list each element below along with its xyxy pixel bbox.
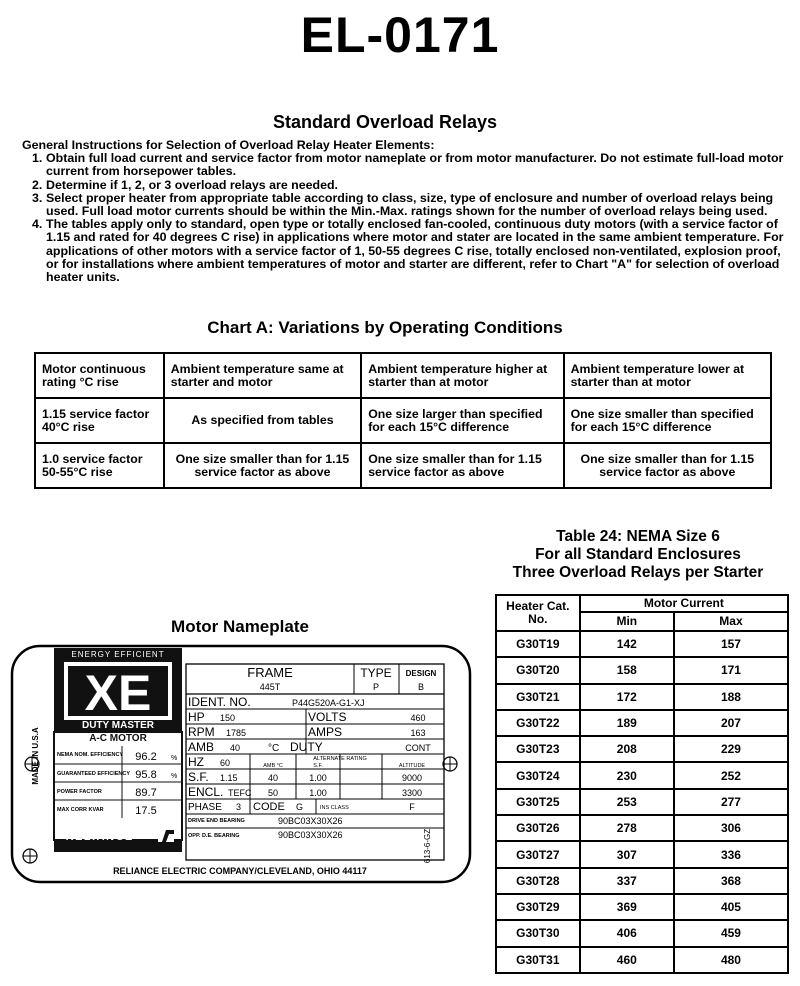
stat-mark: % <box>171 773 178 780</box>
table-cell: Ambient temperature same at starter and motor <box>164 353 361 398</box>
max-current: 277 <box>674 789 788 815</box>
table-row <box>35 443 771 488</box>
code-value: G <box>296 802 304 812</box>
instruction-item <box>32 179 792 192</box>
min-current: 369 <box>580 894 674 920</box>
phase-value: 3 <box>236 802 242 812</box>
hz-value: 60 <box>220 758 231 768</box>
min-current: 230 <box>580 762 674 788</box>
stat-value: 89.7 <box>135 787 157 799</box>
max-current: 229 <box>674 736 788 762</box>
table-row <box>496 684 788 710</box>
rpm-value: 1785 <box>226 728 247 738</box>
ins-class-label: INS CLASS <box>320 805 349 811</box>
max-current: 157 <box>674 631 788 657</box>
instruction-item <box>32 192 792 218</box>
max-current: 368 <box>674 868 788 894</box>
chart-a-table <box>34 352 772 489</box>
table24-title-line: Table 24: NEMA Size 6 <box>556 528 720 545</box>
side-code: 613-6-GZ <box>423 828 432 864</box>
min-current: 307 <box>580 841 674 867</box>
opp-de-bearing-label: OPP. D.E. BEARING <box>188 833 240 839</box>
max-current: 405 <box>674 894 788 920</box>
instructions-intro: General Instructions for Selection of Overload Relay Heater Elements: <box>22 138 435 152</box>
table-row <box>496 868 788 894</box>
instruction-item <box>32 152 792 178</box>
instruction-text: Select proper heater from appropriate table according to class, size, type of enclosure and number of overload relays being used. Full load motor currents should be within the Min.-Max. ratings shown for the number of overload relays being used. <box>46 190 774 219</box>
table-row <box>496 657 788 683</box>
ident-value: P44G520A-G1-XJ <box>292 698 365 708</box>
table-cell: Ambient temperature higher at starter than at motor <box>361 353 563 398</box>
type-value: P <box>372 682 380 692</box>
heater-cat-no: G30T26 <box>496 815 580 841</box>
table-row <box>35 353 771 398</box>
min-current: 189 <box>580 710 674 736</box>
xe-logo: XE <box>84 665 152 721</box>
table-row <box>496 920 788 946</box>
code-label: CODE <box>253 801 285 813</box>
design-value: B <box>417 682 425 692</box>
alt-altitude-2: 3300 <box>401 788 423 798</box>
min-current: 253 <box>580 789 674 815</box>
mounting-hole-icon <box>443 757 457 771</box>
table-row <box>496 789 788 815</box>
stat-mark: % <box>171 755 178 762</box>
alt-sf-2: 1.00 <box>309 788 327 798</box>
min-current: 278 <box>580 815 674 841</box>
table24-title <box>488 528 788 582</box>
amb-c-label: AMB °C <box>263 763 283 769</box>
mounting-hole-icon <box>23 849 37 863</box>
heater-cat-no: G30T30 <box>496 920 580 946</box>
type-label: TYPE <box>360 666 392 680</box>
instruction-number: 4. <box>32 217 43 232</box>
nameplate-title: Motor Nameplate <box>171 617 309 636</box>
instruction-number: 2. <box>32 177 43 192</box>
table-row <box>496 894 788 920</box>
ident-label: IDENT. NO. <box>188 695 251 709</box>
max-current: 459 <box>674 920 788 946</box>
chart-a-title: Chart A: Variations by Operating Conditions <box>207 318 563 337</box>
duty-master-label: DUTY MASTER <box>81 720 155 731</box>
instruction-text: Determine if 1, 2, or 3 overload relays are needed. <box>46 177 338 192</box>
rpm-label: RPM <box>188 725 215 739</box>
duty-label: DUTY <box>290 740 323 754</box>
phase-label: PHASE <box>188 802 222 813</box>
table-cell: Motor continuous rating °C rise <box>35 353 164 398</box>
encl-label: ENCL. <box>188 785 224 799</box>
alt-amb-2: 50 <box>267 788 279 798</box>
amb-unit: °C <box>268 743 280 754</box>
amb-label: AMB <box>188 740 215 754</box>
min-current: 406 <box>580 920 674 946</box>
section-title: Standard Overload Relays <box>272 112 498 132</box>
stat-label: POWER FACTOR <box>57 789 102 795</box>
min-current: 337 <box>580 868 674 894</box>
table-cell: Ambient temperature lower at starter than at motor <box>564 353 771 398</box>
table-cell: 1.15 service factor 40°C rise <box>35 398 164 443</box>
instructions <box>22 139 792 284</box>
table-cell: One size smaller than for 1.15 service factor as above <box>564 443 771 488</box>
ins-class-value: F <box>409 802 415 812</box>
stat-label: NEMA NOM. EFFICIENCY <box>57 752 124 758</box>
max-current: 336 <box>674 841 788 867</box>
table-cell: As specified from tables <box>164 398 361 443</box>
table-row <box>496 947 788 973</box>
frame-label: FRAME <box>247 665 293 680</box>
sf-value: 1.15 <box>220 773 238 783</box>
volts-label: VOLTS <box>308 710 347 724</box>
table-row <box>496 841 788 867</box>
alternate-rating-label: ALTERNATE RATING <box>313 756 367 762</box>
alt-altitude-1: 9000 <box>401 773 423 783</box>
document-title: EL-0171 <box>300 7 500 63</box>
heater-cat-no: G30T28 <box>496 868 580 894</box>
instruction-text: Obtain full load current and service factor from motor nameplate or from motor manufacturer. Do not estimate full-load motor current from horsepower tables. <box>46 151 784 179</box>
duty-value: CONT <box>405 743 431 753</box>
volts-value: 460 <box>410 713 426 723</box>
heater-cat-no: G30T22 <box>496 710 580 736</box>
min-current: 158 <box>580 657 674 683</box>
energy-efficient-label: ENERGY EFFICIENT <box>71 650 165 659</box>
drive-end-bearing-value: 90BC03X30X26 <box>278 816 343 826</box>
table24 <box>495 594 789 974</box>
max-column-header: Max <box>674 612 788 631</box>
table-row <box>496 762 788 788</box>
max-current: 207 <box>674 710 788 736</box>
amps-label: AMPS <box>308 725 343 739</box>
made-in-usa-label: MADE IN U.S.A <box>31 727 40 785</box>
ac-motor-label: A-C MOTOR <box>89 733 147 744</box>
min-current: 172 <box>580 684 674 710</box>
design-label: DESIGN <box>405 669 437 678</box>
amps-value: 163 <box>410 728 426 738</box>
frame-value: 445T <box>259 682 281 692</box>
alt-sf-1: 1.00 <box>309 773 327 783</box>
stat-label: MAX CORR KVAR <box>57 807 104 813</box>
altitude-label: ALTITUDE <box>398 763 426 769</box>
instruction-number: 1. <box>32 151 43 166</box>
mounting-hole-icon <box>25 757 39 771</box>
hz-label: HZ <box>188 755 204 769</box>
amb-value: 40 <box>230 743 241 753</box>
company-line: RELIANCE ELECTRIC COMPANY/CLEVELAND, OHIO 44117 <box>113 866 367 876</box>
hp-label: HP <box>188 710 205 724</box>
min-column-header: Min <box>580 612 674 631</box>
reliance-brand: RELIANCE <box>66 831 135 843</box>
min-current: 142 <box>580 631 674 657</box>
table-row <box>496 710 788 736</box>
instruction-item <box>32 218 792 284</box>
table-row <box>496 631 788 657</box>
heater-cat-no: G30T25 <box>496 789 580 815</box>
heater-cat-no: G30T27 <box>496 841 580 867</box>
max-current: 306 <box>674 815 788 841</box>
max-current: 188 <box>674 684 788 710</box>
motor-nameplate <box>10 644 472 884</box>
max-current: 480 <box>674 947 788 973</box>
heater-cat-no: G30T21 <box>496 684 580 710</box>
stat-value: 95.8 <box>135 769 157 781</box>
sf-label: S.F. <box>188 770 209 784</box>
table-row <box>496 815 788 841</box>
instruction-number: 3. <box>32 190 43 205</box>
heater-cat-no: G30T24 <box>496 762 580 788</box>
heater-cat-no: G30T23 <box>496 736 580 762</box>
stat-value: 96.2 <box>135 751 157 763</box>
table-cell: One size smaller than for 1.15 service factor as above <box>361 443 563 488</box>
table24-title-line: Three Overload Relays per Starter <box>512 564 764 581</box>
heater-column-header: Heater Cat. No. <box>496 595 580 631</box>
heater-cat-no: G30T31 <box>496 947 580 973</box>
motor-current-header: Motor Current <box>580 595 788 612</box>
heater-cat-no: G30T19 <box>496 631 580 657</box>
max-current: 252 <box>674 762 788 788</box>
heater-cat-no: G30T20 <box>496 657 580 683</box>
drive-end-bearing-label: DRIVE END BEARING <box>188 818 245 824</box>
encl-value: TEFC <box>228 788 252 798</box>
min-current: 208 <box>580 736 674 762</box>
table24-body <box>496 631 788 973</box>
table-row <box>496 736 788 762</box>
heater-cat-no: G30T29 <box>496 894 580 920</box>
opp-de-bearing-value: 90BC03X30X26 <box>278 830 343 840</box>
max-current: 171 <box>674 657 788 683</box>
table-row <box>35 398 771 443</box>
table-cell: 1.0 service factor 50-55°C rise <box>35 443 164 488</box>
stat-label: GUARANTEED EFFICIENCY <box>57 771 131 777</box>
table-cell: One size larger than specified for each 15°C difference <box>361 398 563 443</box>
instruction-text: The tables apply only to standard, open type or totally enclosed fan-cooled, continuous duty motors (with a service factor of 1.15 and rated for 40 degrees C rise) in applications where motor and stater are located in the same ambient temperature. For applications of other motors with a service factor of 1, 50-55 degrees C rise, totally enclosed non-ventilated, explosion proof, or for installations where ambient temperatures of motor and starter are different, refer to Chart "A" for selection of overload heater units. <box>46 217 784 285</box>
stat-value: 17.5 <box>135 805 157 817</box>
instructions-list <box>32 152 792 284</box>
alt-amb-1: 40 <box>267 773 279 783</box>
table-cell: One size smaller than specified for each 15°C difference <box>564 398 771 443</box>
sf-small-label: S.F. <box>313 763 323 769</box>
table24-title-line: For all Standard Enclosures <box>535 546 741 563</box>
table-cell: One size smaller than for 1.15 service factor as above <box>164 443 361 488</box>
hp-value: 150 <box>220 713 236 723</box>
min-current: 460 <box>580 947 674 973</box>
